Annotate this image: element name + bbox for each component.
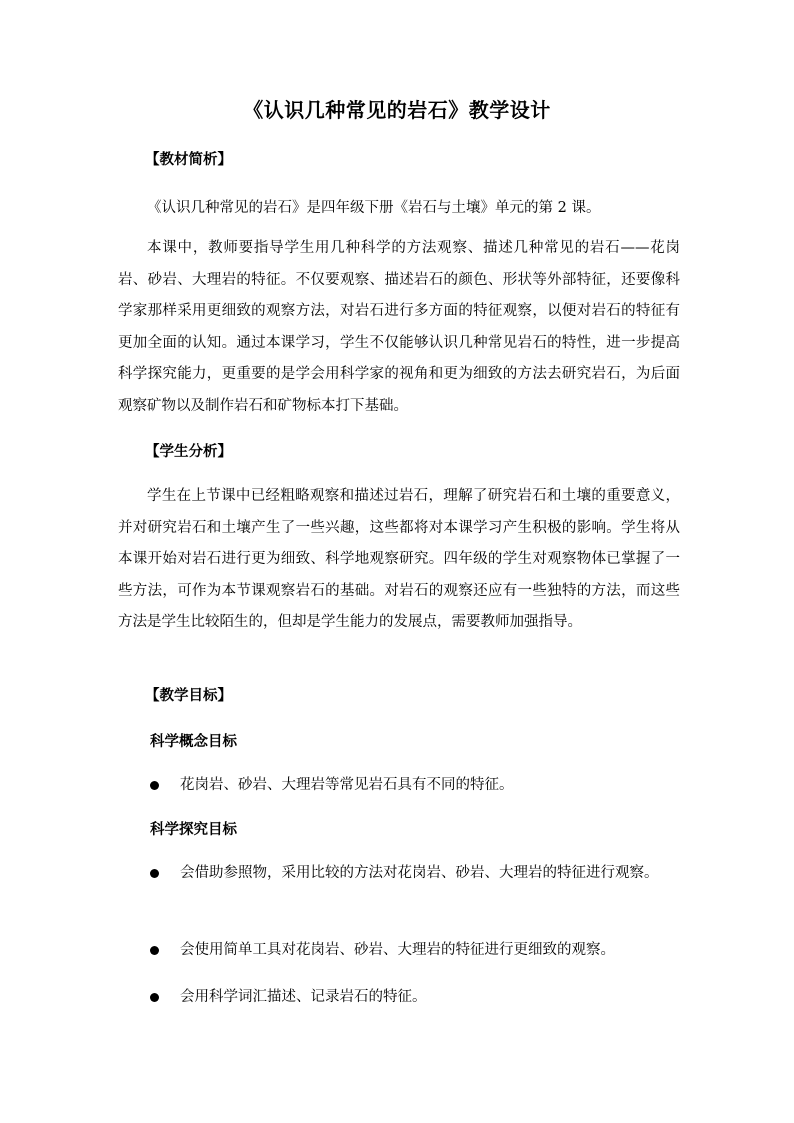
section-label-students: 【学生分析】	[145, 444, 232, 460]
list-item-text: 会使用简单工具对花岗岩、砂岩、大理岩的特征进行更细致的观察。	[180, 942, 615, 958]
document-title: 《认识几种常见的岩石》教学设计	[243, 98, 551, 122]
paragraph-textbook-detail: 本课中，教师要指导学生用几种科学的方法观察、描述几种常见的岩石——花岗岩、砂岩、大理岩的特征。不仅要观察、描述岩石的颜色、形状等外部特征，还要像科学家那样采用更细致的观察方法，对岩石进行多方面的特征观察，以便对岩石的特征有更加全面的认知。通过本课学习，学生不仅能够认识几种常见岩石的特性，进一步提高科学探究能力，更重要的是学会用科学家的视角和更为细致的方法去研究岩石，为后面观察矿物以及制作岩石和矿物标本打下基础。	[118, 240, 680, 414]
list-item-inquiry-3	[150, 982, 682, 1014]
list-item-inquiry-2	[150, 935, 682, 967]
subheading-concept-objectives: 科学概念目标	[150, 734, 237, 750]
bullet-dot-icon	[150, 946, 159, 955]
paragraph-textbook-intro: 《认识几种常见的岩石》是四年级下册《岩石与土壤》单元的第 2 课。	[147, 200, 601, 216]
list-item-inquiry-1	[150, 858, 682, 890]
bullet-dot-icon	[150, 869, 159, 878]
list-item-text: 会用科学词汇描述、记录岩石的特征。	[180, 989, 427, 1005]
list-item-text: 会借助参照物，采用比较的方法对花岗岩、砂岩、大理岩的特征进行观察。	[180, 865, 659, 881]
list-item-text: 花岗岩、砂岩、大理岩等常见岩石具有不同的特征。	[180, 777, 514, 793]
section-label-textbook: 【教材简析】	[145, 152, 232, 168]
section-label-objectives: 【教学目标】	[145, 688, 232, 704]
bullet-dot-icon	[150, 781, 159, 790]
paragraph-students: 学生在上节课中已经粗略观察和描述过岩石，理解了研究岩石和土壤的重要意义，并对研究岩石和土壤产生了一些兴趣，这些都将对本课学习产生积极的影响。学生将从本课开始对岩石进行更为细致、科学地观察研究。四年级的学生对观察物体已掌握了一些方法，可作为本节课观察岩石的基础。对岩石的观察还应有一些独特的方法，而这些方法是学生比较陌生的，但却是学生能力的发展点，需要教师加强指导。	[118, 488, 680, 630]
list-item-concept-1	[150, 770, 682, 802]
subheading-inquiry-objectives: 科学探究目标	[150, 822, 237, 838]
bullet-dot-icon	[150, 993, 159, 1002]
